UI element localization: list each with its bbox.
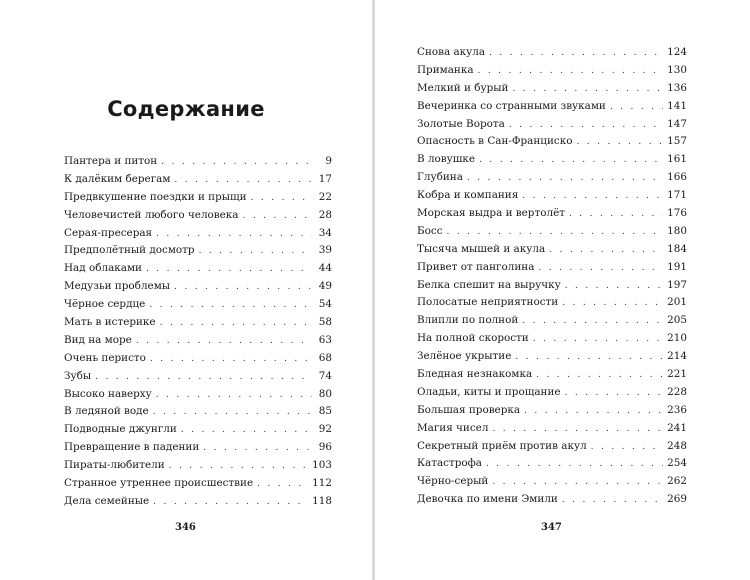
dot-leader [512,81,663,99]
toc-entry [417,438,687,456]
toc-entry-page: 171 [667,189,687,202]
toc-entry-title: На полной скорости [417,332,529,345]
toc-entry-title: Мать в истерике [64,316,156,329]
toc-entry [417,366,687,384]
toc-entry-title: Золотые Ворота [417,117,505,130]
toc-entry [64,260,332,278]
toc-list-left [64,153,332,511]
toc-entry-title: Странное утреннее происшествие [64,477,254,490]
toc-entry [64,475,332,493]
toc-entry-title: Катастрофа [417,457,482,470]
toc-entry-title: Зелёное укрытие [417,350,512,363]
toc-entry-title: Подводные джунгли [64,423,177,436]
toc-entry-title: Человечистей любого человека [64,208,239,221]
toc-entry-title: Полосатые неприятности [417,296,559,309]
toc-entry-title: Тысяча мышей и акула [417,242,546,255]
toc-entry [417,44,687,62]
dot-leader [447,224,664,242]
toc-entry-page: 54 [318,298,332,311]
dot-leader [161,154,312,172]
toc-entry-title: Морская выдра и вертолёт [417,207,565,220]
dot-leader [478,63,664,81]
toc-entry-title: Влипли по полной [417,314,519,327]
toc-entry-page: 124 [667,46,687,58]
toc-entry [417,473,687,491]
dot-leader [565,385,664,403]
dot-leader [524,403,663,421]
toc-entry-page: 130 [667,63,687,76]
dot-leader [569,206,663,224]
toc-entry-page: 221 [667,368,687,381]
dot-leader [486,456,663,474]
toc-entry-page: 205 [667,314,687,327]
dot-leader [533,331,663,349]
toc-entry [64,386,332,404]
toc-entry-title: Вечеринка со странными звуками [417,99,606,112]
toc-entry [64,421,332,439]
toc-entry-title: Чёрное сердце [64,298,146,311]
toc-entry [64,493,332,511]
dot-leader [160,315,312,333]
toc-entry-title: Зубы [64,369,92,382]
toc-entry-title: Привет от панголина [417,260,535,273]
toc-entry-page: 118 [312,494,332,507]
dot-leader [156,387,312,405]
toc-entry-title: Пираты-любители [64,459,165,472]
dot-leader [95,369,312,387]
dot-leader [576,134,663,152]
toc-entry-title: В ледяной воде [64,405,149,418]
toc-entry-page: 112 [312,477,332,490]
toc-entry [64,242,332,260]
toc-entry [64,332,332,350]
toc-entry [417,169,687,187]
toc-entry [64,403,332,421]
toc-entry-page: 180 [667,224,687,237]
toc-entry [417,420,687,438]
dot-leader [509,117,663,135]
toc-entry [64,171,332,189]
dot-leader [181,422,312,440]
dot-leader [562,295,663,313]
dot-leader [156,226,312,244]
toc-entry [417,312,687,330]
toc-entry [64,153,332,171]
toc-entry-page: 241 [667,421,687,434]
toc-entry [417,402,687,420]
toc-entry-page: 161 [667,153,687,166]
toc-entry [417,277,687,295]
toc-entry [64,189,332,207]
toc-entry-page: 74 [318,369,332,382]
dot-leader [610,99,663,117]
dot-leader [522,188,663,206]
dot-leader [149,297,312,315]
toc-entry-page: 269 [667,493,687,506]
toc-entry [417,384,687,402]
toc-entry-title: Дела семейные [64,494,150,507]
dot-leader [536,367,663,385]
toc-entry-title: Серая-пресерая [64,226,153,239]
dot-leader [251,190,312,208]
toc-entry-title: Мелкий и бурый [417,81,509,94]
toc-list-right [417,44,687,509]
toc-entry [417,348,687,366]
toc-entry-page: 80 [318,387,332,400]
dot-leader [565,278,663,296]
dot-leader [492,421,663,439]
toc-entry-title: Приманка [417,63,474,76]
toc-entry-title: Над облаками [64,262,142,275]
toc-entry [417,294,687,312]
toc-entry-title: Босс [417,224,443,237]
dot-leader [174,279,312,297]
dot-leader [243,208,313,226]
toc-entry-title: Предполётный досмотр [64,244,195,257]
dot-leader [153,404,312,422]
toc-entry-page: 85 [318,405,332,418]
toc-entry-title: Очень перисто [64,351,146,364]
toc-entry-page: 141 [667,99,687,112]
toc-entry-title: Магия чисел [417,421,489,434]
dot-leader [492,474,663,492]
toc-entry-title: Снова акула [417,46,486,58]
toc-entry-page: 103 [312,459,332,472]
dot-leader [549,242,663,260]
toc-entry [417,241,687,259]
toc-entry [64,457,332,475]
dot-leader [257,476,308,494]
toc-entry-page: 236 [667,403,687,416]
toc-entry [64,296,332,314]
toc-entry-page: 39 [318,244,332,257]
dot-leader [203,440,312,458]
toc-entry-title: Оладьи, киты и прощание [417,385,561,398]
toc-entry-page: 17 [318,172,332,185]
toc-entry-page: 201 [667,296,687,309]
toc-entry-title: Секретный приём против акул [417,439,587,452]
toc-entry-page: 96 [318,441,332,454]
dot-leader [153,494,308,512]
toc-entry-title: Девочка по имени Эмили [417,493,558,506]
toc-entry [64,368,332,386]
page-title: Содержание [107,97,265,121]
toc-entry-title: В ловушке [417,153,476,166]
toc-entry [417,62,687,80]
toc-entry [417,98,687,116]
toc-entry [64,350,332,368]
toc-entry-title: Медузьи проблемы [64,280,171,293]
toc-entry-page: 58 [318,316,332,329]
toc-entry-page: 166 [667,171,687,184]
toc-entry [64,207,332,225]
toc-entry-title: Превращение в падении [64,441,200,454]
toc-entry [64,314,332,332]
toc-entry [417,80,687,98]
toc-entry-page: 191 [667,260,687,273]
toc-entry-title: Бледная незнакомка [417,368,533,381]
toc-entry-title: Пантера и питон [64,155,158,167]
left-page [0,0,372,580]
dot-leader [467,170,663,188]
page-number: 347 [541,522,562,533]
dot-leader [136,333,312,351]
dot-leader [169,458,309,476]
toc-entry-page: 197 [667,278,687,291]
dot-leader [489,45,663,63]
toc-entry-title: Белка спешит на выручку [417,278,561,291]
right-page [375,0,750,580]
toc-entry-page: 210 [667,332,687,345]
toc-entry-page: 44 [318,262,332,275]
toc-entry-page: 214 [667,350,687,363]
dot-leader [146,261,312,279]
toc-entry-page: 248 [667,439,687,452]
dot-leader [591,439,663,457]
toc-entry [417,133,687,151]
toc-entry-page: 136 [667,81,687,94]
toc-entry [417,187,687,205]
toc-entry [417,116,687,134]
toc-entry-title: Большая проверка [417,403,521,416]
toc-entry-title: К далёким берегам [64,172,171,185]
toc-entry-page: 262 [667,475,687,488]
toc-entry-title: Вид на море [64,333,132,346]
dot-leader [538,260,663,278]
toc-entry-page: 254 [667,457,687,470]
toc-entry-title: Высоко наверху [64,387,152,400]
toc-entry-page: 22 [318,190,332,203]
dot-leader [522,313,663,331]
toc-entry-page: 184 [667,242,687,255]
toc-entry-page: 147 [667,117,687,130]
toc-entry [64,439,332,457]
toc-entry-page: 49 [318,280,332,293]
toc-entry-page: 28 [318,208,332,221]
dot-leader [174,172,312,190]
toc-entry-page: 68 [318,351,332,364]
page-number: 346 [175,522,196,533]
toc-entry [417,491,687,509]
toc-entry-title: Чёрно-серый [417,475,489,488]
dot-leader [199,243,312,261]
toc-entry-page: 34 [318,226,332,239]
toc-entry [417,205,687,223]
dot-leader [515,349,663,367]
toc-entry-page: 9 [325,155,332,167]
toc-entry [64,225,332,243]
dot-leader [150,351,312,369]
toc-entry-page: 157 [667,135,687,148]
toc-entry-title: Опасность в Сан-Франциско [417,135,573,148]
toc-entry [417,151,687,169]
toc-entry-title: Предвкушение поездки и прыщи [64,190,247,203]
toc-entry [64,278,332,296]
toc-entry-page: 176 [667,207,687,220]
toc-entry-page: 63 [318,333,332,346]
toc-entry [417,223,687,241]
dot-leader [479,152,663,170]
toc-entry-page: 92 [318,423,332,436]
dot-leader [562,492,663,510]
toc-entry-title: Кобра и компания [417,189,519,202]
toc-entry [417,259,687,277]
toc-entry [417,455,687,473]
toc-entry-title: Глубина [417,171,463,184]
toc-entry-page: 228 [667,385,687,398]
toc-entry [417,330,687,348]
